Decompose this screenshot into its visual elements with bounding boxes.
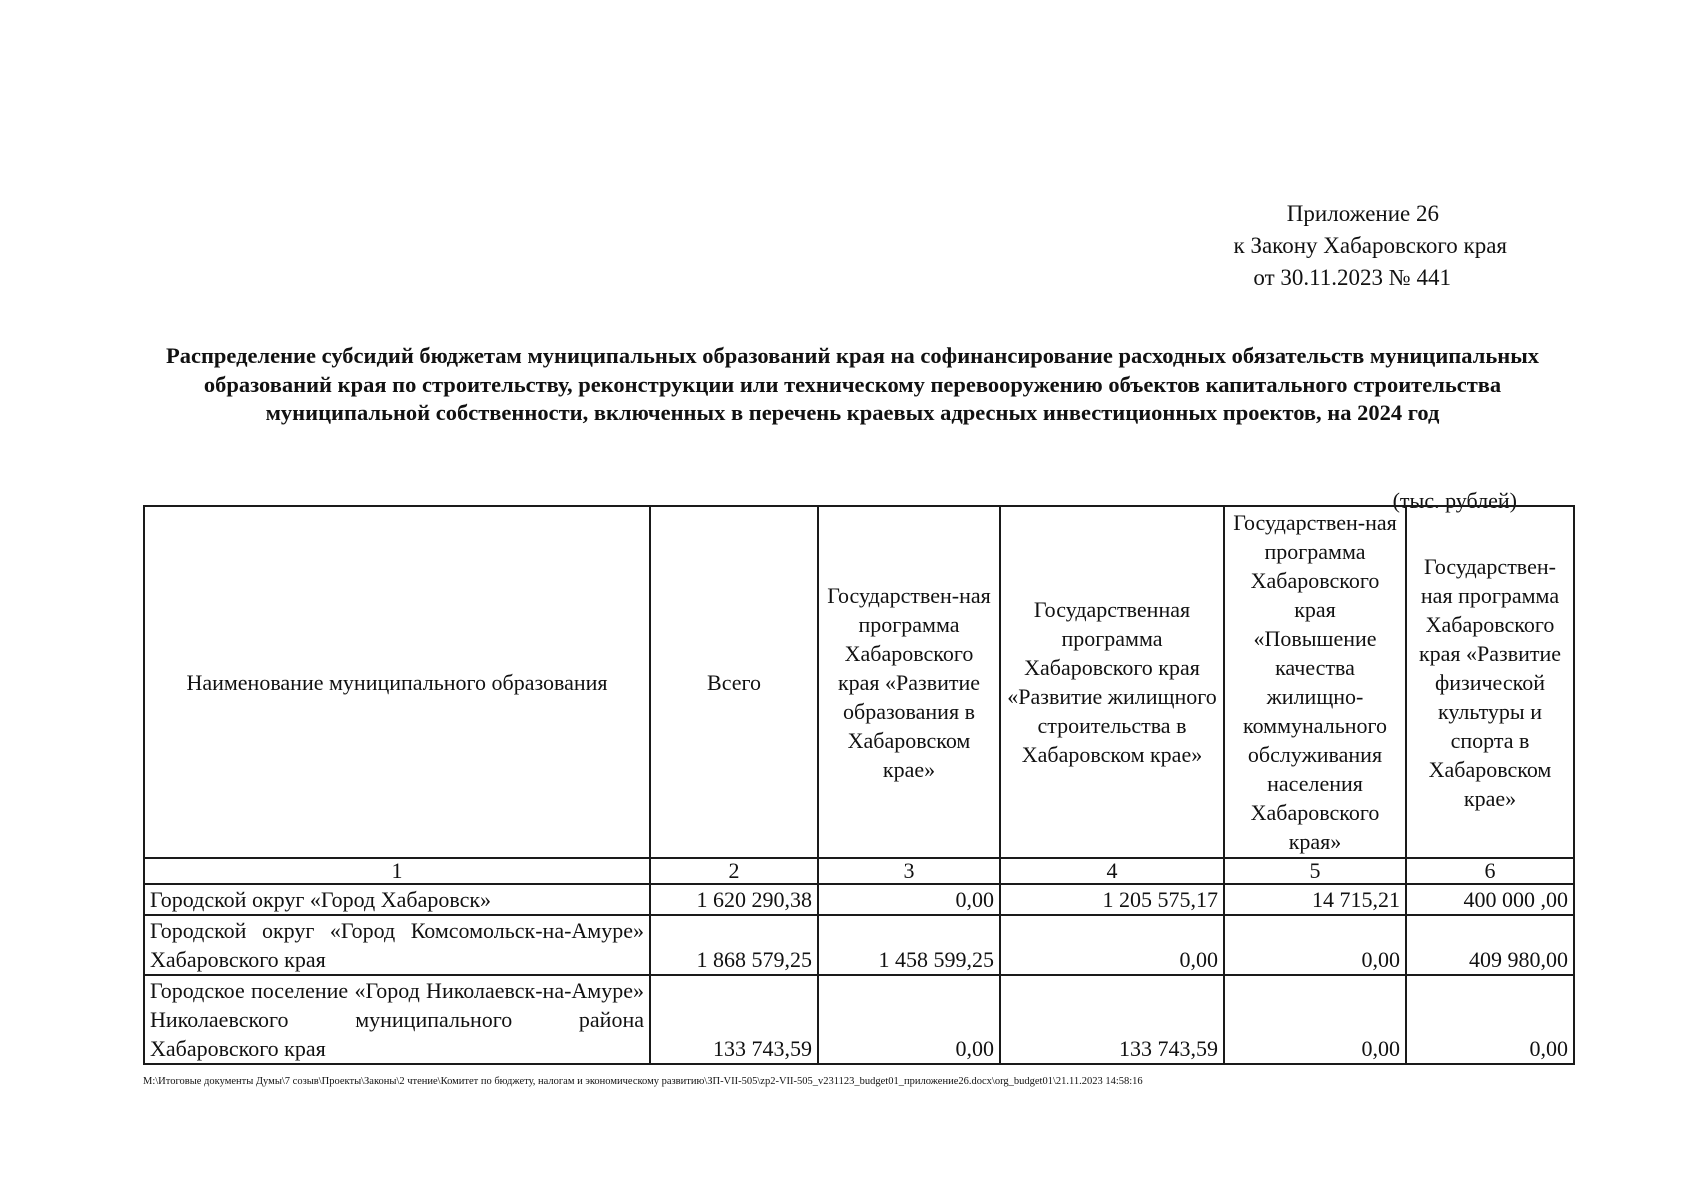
header-municipality: Наименование муниципального образования: [144, 506, 650, 858]
cell-sport: 400 000 ,00: [1406, 884, 1574, 915]
appendix-law: к Закону Хабаровского края: [1233, 233, 1507, 258]
column-number: 2: [650, 858, 818, 884]
cell-total: 1 620 290,38: [650, 884, 818, 915]
table-row: [144, 884, 1574, 915]
municipality-name: Городской округ «Город Комсомольск-на-Амуре» Хабаровского края: [144, 915, 650, 975]
appendix-number: Приложение 26: [1286, 201, 1439, 226]
cell-utilities: 14 715,21: [1224, 884, 1406, 915]
cell-housing: 0,00: [1000, 915, 1224, 975]
header-total: Всего: [650, 506, 818, 858]
cell-sport: 0,00: [1406, 975, 1574, 1064]
column-number: 3: [818, 858, 1000, 884]
cell-total: 1 868 579,25: [650, 915, 818, 975]
municipality-name: Городское поселение «Город Николаевск-на-Амуре» Николаевского муниципального района Хабаровского края: [144, 975, 650, 1064]
cell-utilities: 0,00: [1224, 915, 1406, 975]
municipality-name: Городской округ «Город Хабаровск»: [144, 884, 650, 915]
column-number: 4: [1000, 858, 1224, 884]
cell-education: 1 458 599,25: [818, 915, 1000, 975]
table-header-row: [144, 506, 1574, 858]
cell-housing: 1 205 575,17: [1000, 884, 1224, 915]
document-title: Распределение субсидий бюджетам муниципальных образований края на софинансирование расходных обязательств муниципальных образований края по строительству, реконструкции или техническому перевооружению объектов капитального строительства муниципальной собственности, включенных в перечень краевых адресных инвестиционных проектов, на 2024 год: [165, 343, 1540, 425]
cell-sport: 409 980,00: [1406, 915, 1574, 975]
header-education-program: Государствен-ная программа Хабаровского края «Развитие образования в Хабаровском крае»: [818, 506, 1000, 858]
header-housing-program: Государственная программа Хабаровского края «Развитие жилищного строительства в Хабаровском крае»: [1000, 506, 1224, 858]
column-number: 5: [1224, 858, 1406, 884]
header-sport-program: Государствен-ная программа Хабаровского края «Развитие физической культуры и спорта в Хабаровском крае»: [1406, 506, 1574, 858]
cell-utilities: 0,00: [1224, 975, 1406, 1064]
file-path-footer: М:\Итоговые документы Думы\7 созыв\Проекты\Законы\2 чтение\Комитет по бюджету, налогам и экономическому развитию\ЗП-VII-505\zp2-VII-505_v231123_budget01_приложение26.docx\org_budget01\21.11.2023 14:58:16: [143, 1076, 1143, 1087]
appendix-date: от 30.11.2023 № 441: [1253, 265, 1451, 290]
table-row: [144, 915, 1574, 975]
cell-education: 0,00: [818, 884, 1000, 915]
column-number-row: [144, 858, 1574, 884]
units-label: (тыс. рублей): [1392, 488, 1517, 513]
cell-housing: 133 743,59: [1000, 975, 1224, 1064]
subsidies-table: [143, 505, 1575, 1065]
cell-education: 0,00: [818, 975, 1000, 1064]
appendix-block: [1234, 198, 1507, 294]
cell-total: 133 743,59: [650, 975, 818, 1064]
column-number: 1: [144, 858, 650, 884]
column-number: 6: [1406, 858, 1574, 884]
table-row: [144, 975, 1574, 1064]
header-utilities-program: Государствен-ная программа Хабаровского края «Повышение качества жилищно-коммунального обслуживания населения Хабаровского края»: [1224, 506, 1406, 858]
